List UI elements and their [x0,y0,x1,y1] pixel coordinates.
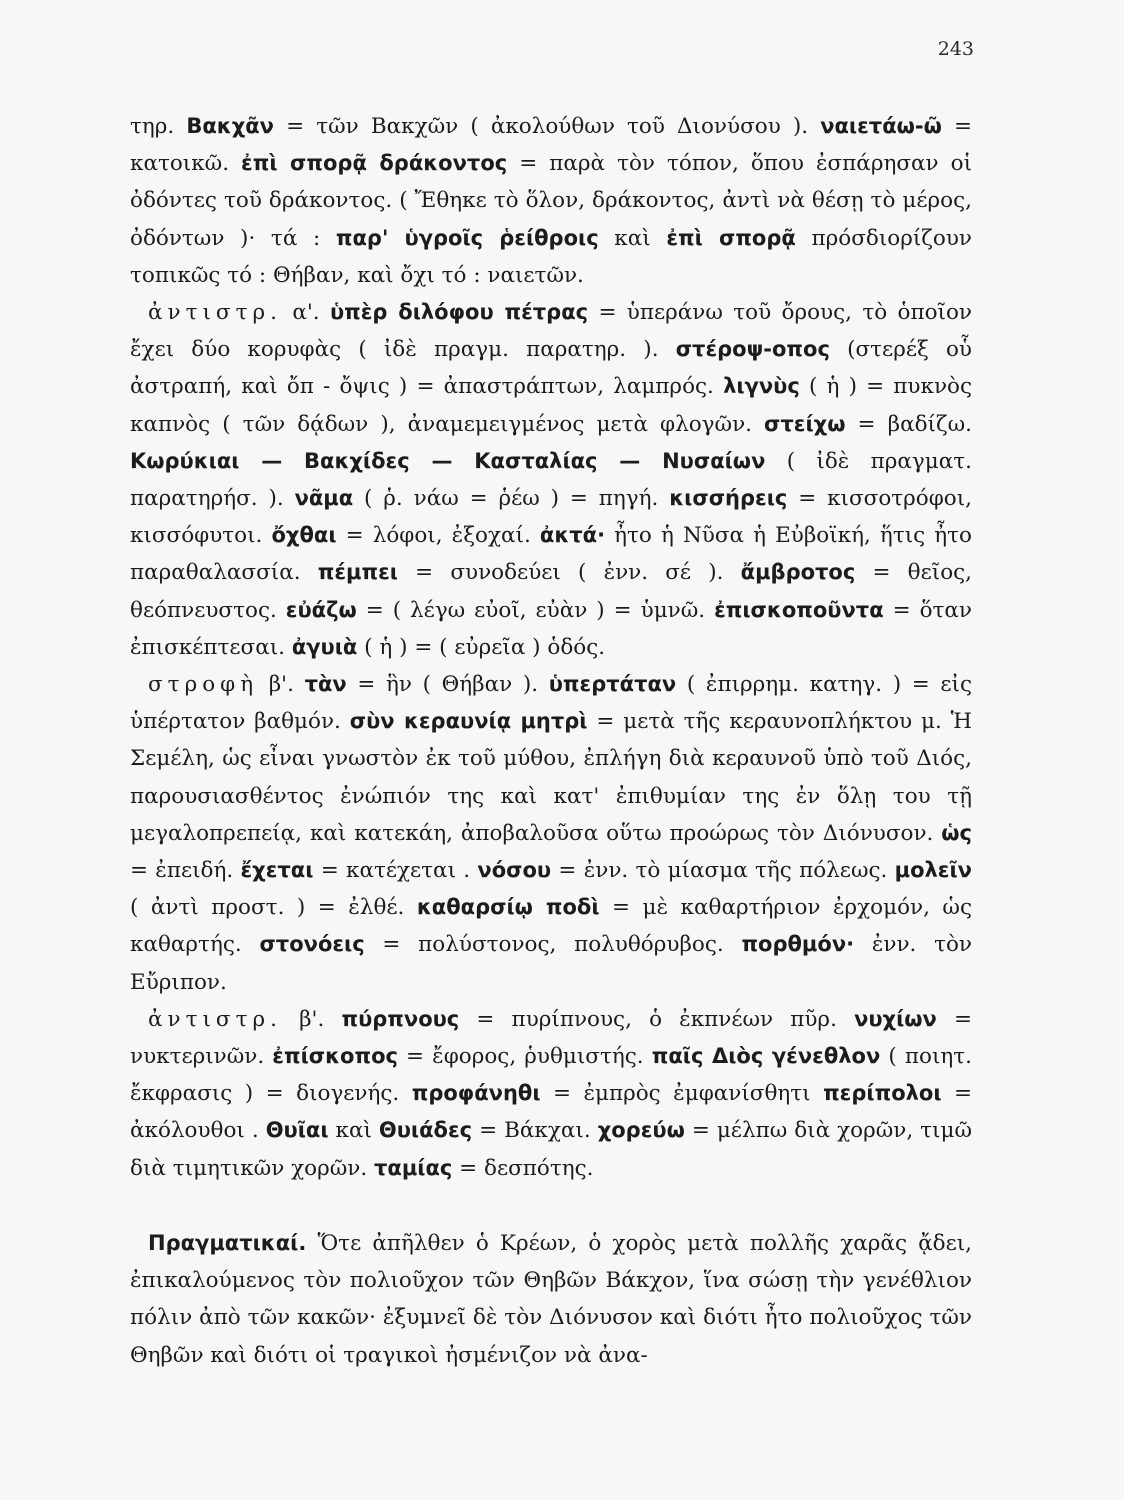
lemma-term: ἔχεται [240,858,314,883]
text-run: = ἐπειδή. [130,858,241,884]
text-run: ( ἐπιρρημ. κατηγ. ) = εἰς ὑπέρτατον βαθμόν. [130,672,973,735]
lemma-term: πύρπνους [341,1006,460,1031]
text-run: = ἀκόλουθοι . [130,1081,972,1144]
commentary-text [130,108,972,1374]
text-run: = ( λέγω εὐοῖ, εὐὰν ) = ὑμνῶ. [356,597,715,623]
text-run: ( ἡ ) = πυκνὸς καπνὸς ( τῶν δᾴδων ), ἀναμεμειγμένος μετὰ φλογῶν. [130,374,972,437]
lemma-term: ἄμβροτος [740,560,856,585]
text-run: ( ἰδὲ πραγματ. παρατηρήσ. ). [130,448,972,512]
text-run: = θεῖος, θεόπνευστος. [130,560,973,623]
text-run: = νυκτερινῶν. [130,1006,973,1070]
text-run: = ἐνν. τὸ μίασμα τῆς πόλεως. [551,858,895,884]
paragraph-p5 [130,1225,972,1374]
lemma-term: ἐπὶ σπορᾷ [666,225,796,250]
lemma-term: περίπολοι [823,1081,942,1106]
text-run: = ἔφορος, ῥυθμιστής. [397,1044,652,1070]
text-run: καὶ [598,225,667,251]
lemma-term: Θυῖαι [265,1118,329,1143]
lemma-term: κισσήρεις [669,486,788,511]
lemma-term: ἐπίσκοπος [272,1044,398,1069]
section-label: ἀντιστρ. [148,300,282,326]
lemma-term: πορθμόν· [741,932,855,957]
lemma-term: ἐπισκοποῦντα [714,597,884,622]
text-run: = ἐμπρὸς ἐμφανίσθητι [540,1081,824,1107]
lemma-term: χορεύω [597,1118,685,1143]
text-run: = κατέχεται . [313,858,478,884]
text-run: ( ἀντὶ προστ. ) = ἐλθέ. [130,895,417,921]
text-run: ἐνν. τὸν Εὔριπον. [130,932,972,995]
lemma-term: Θυιάδες [378,1118,473,1143]
text-run: β'. [281,1006,342,1032]
text-run: = πολύστονος, πολυθόρυβος. [364,932,742,958]
text-run: = συνοδεύει ( ἐνν. σέ ). [397,560,741,586]
text-run: α'. [281,300,330,326]
lemma-term: τὰν [304,672,347,697]
paragraph-p4 [130,1001,972,1187]
paragraph-p2 [130,294,972,666]
lemma-term: παρ' ὑγροῖς ῥείθροις [335,225,599,250]
page-number: 243 [937,38,974,60]
text-run: = μετὰ τῆς κεραυνοπλήκτου μ. Ἡ Σεμέλη, ὡς εἶναι γνωστὸν ἐκ τοῦ μύθου, ἐπλήγη διὰ κεραυνοῦ ὑπὸ τοῦ Διός, παρουσιασθέντος ἐνώπιόν της καὶ κατ' ἐπιθυμίαν της ἐν ὅλῃ του τῇ μεγαλοπρεπείᾳ, καὶ κατεκάη, ἀποβαλοῦσα οὕτω προώρως τὸν Διόνυσον. [130,709,972,846]
text-run: = Βάκχαι. [472,1118,598,1144]
paragraph-p3 [130,666,972,1001]
text-run: τηρ. [130,114,187,139]
paragraph-p1 [130,108,972,294]
text-run: = ὅταν ἐπισκέπτεσαι. [130,597,972,660]
text-run: ( ἡ ) = ( εὐρεῖα ) ὁδός. [357,634,606,660]
lemma-term: προφάνηθι [411,1081,541,1106]
lemma-term: ὑπερτάταν [548,672,677,697]
lemma-term: πέμπει [317,560,398,585]
text-run: ( ποιητ. ἔκφρασις ) = διογενής. [130,1044,972,1107]
lemma-term: στείχω [764,411,846,436]
text-run: = μὲ καθαρτήριον ἐρχομόν, ὡς καθαρτής. [130,895,972,958]
lemma-term: ὄχθαι [271,523,337,548]
lemma-term: ὑπὲρ διλόφου πέτρας [329,300,589,325]
lemma-term: νυχίων [854,1006,937,1031]
text-run: πρόσδιορίζουν τοπικῶς τό : Θήβαν, καὶ ὄχι τό : ναιετῶν. [130,225,972,288]
text-run: = μέλπω διὰ χορῶν, τιμῶ διὰ τιμητικῶν χορῶν. [130,1118,972,1181]
text-run: = κισσοτρόφοι, κισσόφυτοι. [130,486,973,549]
lemma-term: ἀγυιὰ [291,634,358,659]
text-run: ( ῥ. νάω = ῥέω ) = πηγή. [353,486,670,512]
text-run: = κατοικῶ. [130,114,972,177]
lemma-term: Πραγματικαί. [148,1230,307,1255]
text-run: = τῶν Βακχῶν ( ἀκολούθων τοῦ Διονύσου ). [274,114,821,139]
text-run: ἦτο ἡ Νῦσα ἡ Εὐβοϊκή, ἥτις ἦτο παραθαλασσία. [130,523,972,586]
lemma-term: μολεῖν [894,858,972,883]
lemma-term: ὡς [941,820,972,845]
lemma-term: νᾶμα [294,486,354,511]
lemma-term: ταμίας [374,1155,453,1180]
lemma-term: ἀκτά· [539,523,606,548]
text-run: = πυρίπνους, ὁ ἐκπνέων πῦρ. [459,1006,855,1032]
lemma-term: ἐπὶ σπορᾷ δράκοντος [241,151,508,176]
lemma-term: στέροψ-οπος [675,337,830,362]
lemma-term: Κωρύκιαι — Βακχίδες — Κασταλίας — Νυσαίων [130,448,766,473]
text-run: β'. [258,672,305,698]
lemma-term: Βακχᾶν [186,114,274,138]
section-label: στροφὴ [148,672,259,698]
text-run: καὶ [328,1118,379,1144]
lemma-term: στονόεις [259,932,365,957]
text-run: = ὑπεράνω τοῦ ὄρους, τὸ ὁποῖον ἔχει δύο κορυφὰς ( ἰδὲ πραγμ. παρατηρ. ). [130,300,972,363]
lemma-term: νόσου [477,858,552,883]
text-run: = βαδίζω. [845,411,972,437]
section-label: ἀντιστρ. [148,1006,282,1032]
lemma-term: παῖς Διὸς γένεθλον [651,1044,881,1069]
text-run: Ὅτε ἀπῆλθεν ὁ Κρέων, ὁ χορὸς μετὰ πολλῆς χαρᾶς ᾄδει, ἐπικαλούμενος τὸν πολιοῦχον τῶν Θηβῶν Βάκχον, ἵνα σώσῃ τὴν γενέθλιον πόλιν ἀπὸ τῶν κακῶν· ἐξυμνεῖ δὲ τὸν Διόνυσον καὶ διότι ἦτο πολιοῦχος τῶν Θηβῶν καὶ διότι οἱ τραγικοὶ ἠσμένιζον νὰ ἀνα- [130,1230,972,1368]
lemma-term: λιγνὺς [723,374,800,399]
text-run: = λόφοι, ἐξοχαί. [336,523,540,549]
lemma-term: καθαρσίῳ ποδὶ [416,895,600,920]
text-run: = δεσπότης. [452,1155,594,1181]
text-run: = παρὰ τὸν τόπον, ὅπου ἐσπάρησαν οἱ ὀδόντες τοῦ δράκοντος. ( Ἔθηκε τὸ ὅλον, δράκοντος, ἀντὶ νὰ θέσῃ τὸ μέρος, ὀδόντων )· τά : [130,151,972,251]
lemma-term: εὐάζω [285,597,357,622]
text-run: = ἣν ( Θήβαν ). [346,672,549,698]
lemma-term: ναιετάω-ῶ [820,114,942,138]
lemma-term: σὺν κεραυνίᾳ μητρὶ [349,709,588,734]
text-run: (στερέξ οὗ ἀστραπή, καὶ ὄπ - ὄψις ) = ἀπαστράπτων, λαμπρός. [130,337,972,400]
